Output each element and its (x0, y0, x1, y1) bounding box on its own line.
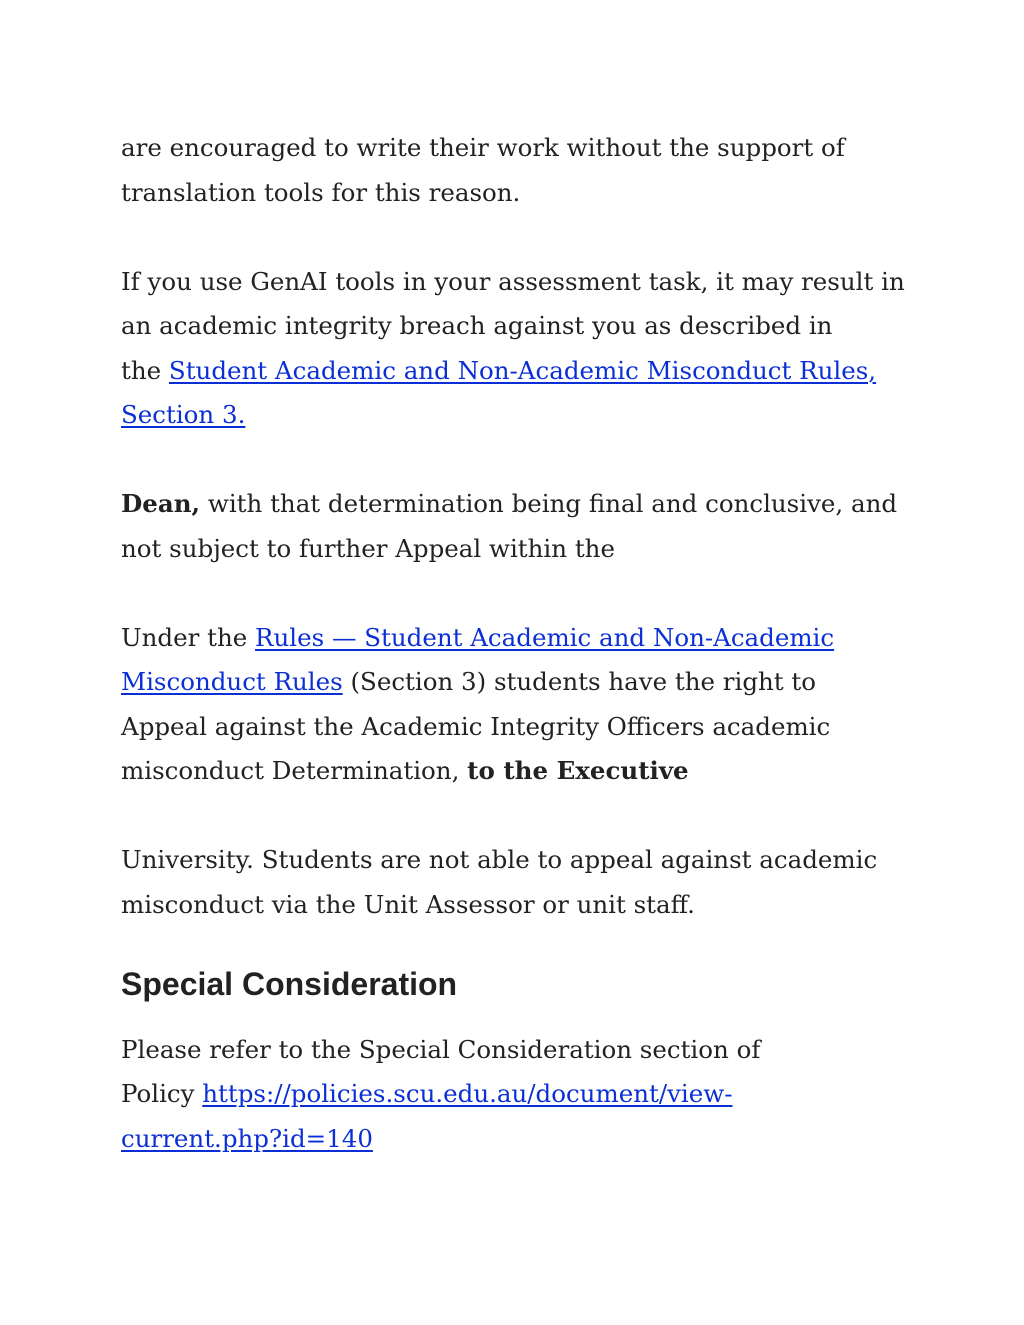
text-line (121, 393, 921, 438)
text-line (121, 1072, 921, 1117)
text-fragment: the (121, 355, 169, 385)
text-line (121, 660, 921, 705)
text-line (121, 349, 921, 394)
paragraph-appeal-rights (121, 616, 921, 794)
paragraph-dean-determination (121, 482, 921, 571)
paragraph-translation-tools (121, 126, 921, 215)
text-line (121, 749, 921, 794)
bold-text: Dean, (121, 489, 201, 518)
paragraph-genai-breach (121, 260, 921, 438)
rules-link[interactable]: Rules — Student Academic and Non-Academic (255, 622, 835, 652)
text-line (121, 482, 921, 527)
text-line: University. Students are not able to appeal against academic (121, 845, 878, 874)
text-fragment: with that determination being final and conclusive, and (200, 489, 898, 518)
misconduct-rules-link[interactable]: Student Academic and Non-Academic Misconduct Rules, (168, 355, 877, 385)
paragraph-special-consideration (121, 1028, 921, 1162)
text-line: If you use GenAI tools in your assessment task, it may result in (121, 266, 905, 296)
text-line (121, 616, 921, 661)
document-page (121, 126, 921, 1206)
text-fragment: Policy (121, 1079, 203, 1108)
text-line: not subject to further Appeal within the (121, 533, 615, 563)
text-fragment: (Section 3) students have the right to (342, 667, 817, 696)
text-fragment: Under the (121, 622, 256, 652)
special-consideration-heading: Special Consideration (121, 965, 458, 1002)
text-fragment: misconduct Determination, (121, 756, 468, 785)
text-line: misconduct via the Unit Assessor or unit staff. (121, 889, 695, 919)
paragraph-appeal-university (121, 838, 921, 927)
text-line: Please refer to the Special Consideration section of (121, 1034, 761, 1064)
text-line: translation tools for this reason. (121, 177, 521, 207)
bold-text: to the Executive (467, 756, 689, 785)
policy-url-link[interactable]: https://policies.scu.edu.au/document/view- (202, 1079, 733, 1108)
text-line: an academic integrity breach against you as described in (121, 311, 833, 340)
text-line (121, 1117, 921, 1162)
misconduct-rules-link-continued[interactable]: Section 3. (121, 400, 246, 429)
text-line: are encouraged to write their work without the support of (121, 133, 845, 162)
text-line: Appeal against the Academic Integrity Officers academic (121, 711, 831, 741)
rules-link-continued[interactable]: Misconduct Rules (121, 667, 343, 696)
policy-url-link-continued[interactable]: current.php?id=140 (121, 1123, 373, 1153)
